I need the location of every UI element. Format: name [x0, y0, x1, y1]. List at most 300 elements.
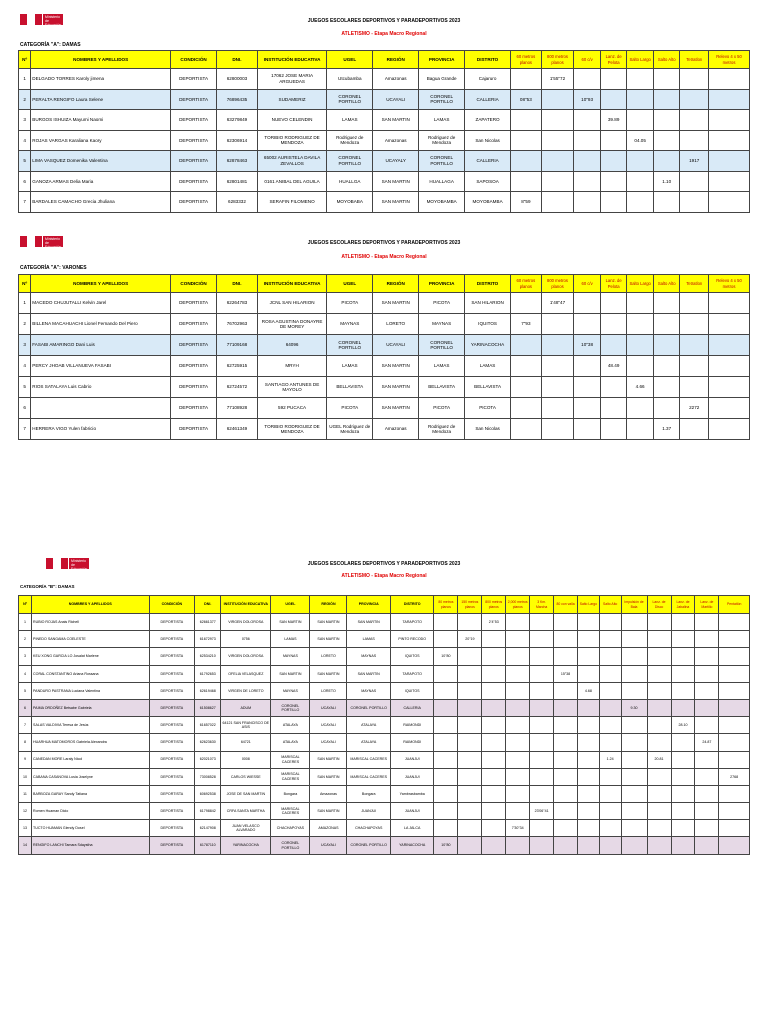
table-cell: [578, 837, 600, 854]
table-cell: [709, 89, 750, 110]
table-row: [19, 734, 750, 751]
column-header: 60 metros planos: [511, 51, 542, 69]
table-cell: 62623630: [195, 734, 221, 751]
table-cell: [647, 717, 671, 734]
table-cell: 73008528: [195, 768, 221, 785]
table-cell: BURGOS ISHUIZA Mayumi Naomi: [31, 110, 171, 131]
column-header: DNI.: [217, 51, 258, 69]
table-cell: RENGIFO LANCHI Tamara Sdaystha: [32, 837, 149, 854]
section1: [18, 0, 750, 230]
table-cell: Amazonas: [373, 69, 419, 90]
table-cell: 1.24: [599, 751, 621, 768]
table-cell: CORONEL PORTILLO: [419, 335, 465, 356]
table-cell: NUEVO CELENDIN: [257, 110, 326, 131]
table-cell: CALLERIA: [465, 89, 511, 110]
table-cell: 3: [19, 648, 32, 665]
table-cell: 14: [19, 837, 32, 854]
table-row: [19, 89, 750, 110]
table-cell: ATALAYA: [271, 734, 310, 751]
column-header: 3 Km. Marcha: [530, 596, 554, 614]
table-cell: DEPORTISTA: [171, 192, 217, 213]
table-cell: [554, 785, 578, 802]
table-cell: [600, 130, 627, 151]
table-cell: LIMA VASQUEZ Domenika Valentina: [31, 151, 171, 172]
table-cell: [434, 614, 458, 631]
table-cell: YARINACOCHA: [390, 837, 434, 854]
table-cell: CORONEL PORTILLO: [271, 699, 310, 716]
table-cell: [530, 614, 554, 631]
table-cell: [600, 419, 627, 440]
table-cell: 1: [19, 614, 32, 631]
section1-title: JUEGOS ESCOLARES DEPORTIVOS Y PARADEPORTIVOS 2023: [307, 18, 461, 24]
table-cell: [511, 171, 542, 192]
table-cell: LA JALCA: [390, 820, 434, 837]
table-cell: [653, 356, 680, 377]
table-cell: [482, 751, 506, 768]
table-cell: [530, 648, 554, 665]
table-cell: [482, 785, 506, 802]
table-cell: [530, 631, 554, 648]
table-cell: SAN MARTIN: [310, 803, 347, 820]
table-cell: [434, 665, 458, 682]
table-cell: [530, 734, 554, 751]
table-cell: 62534210: [195, 648, 221, 665]
table-cell: [627, 293, 654, 314]
table-cell: 61792653: [195, 665, 221, 682]
table-cell: LAMAS: [419, 356, 465, 377]
table-cell: [482, 734, 506, 751]
table-cell: [647, 614, 671, 631]
table-cell: [511, 398, 542, 419]
table-cell: [578, 648, 600, 665]
column-header: 60 metros planos: [511, 275, 542, 293]
table-cell: LAMAS: [419, 110, 465, 131]
column-header: DISTRITO: [465, 275, 511, 293]
table-cell: DEPORTISTA: [171, 419, 217, 440]
table-cell: PICOTA: [419, 293, 465, 314]
table-cell: [719, 699, 750, 716]
table-cell: 0756: [221, 631, 271, 648]
column-header: Salto Largo: [578, 596, 600, 614]
column-header: Salto Largo: [627, 51, 654, 69]
column-header: NOMBRES Y APELLIDOS: [31, 275, 171, 293]
table-cell: SAN MARTIN: [310, 751, 347, 768]
table-cell: [695, 820, 719, 837]
table-cell: [600, 151, 627, 172]
table-cell: 1'55"72: [541, 69, 574, 90]
table-cell: 62147908: [195, 820, 221, 837]
table-cell: [600, 293, 627, 314]
table-cell: 28.10: [671, 717, 695, 734]
table-row: [19, 614, 750, 631]
table-cell: RAIMONDI: [390, 734, 434, 751]
table-cell: 4: [19, 130, 31, 151]
table-cell: [647, 803, 671, 820]
column-header: INSTITUCIÓN EDUCATIVA: [257, 275, 326, 293]
table-cell: [554, 837, 578, 854]
table-cell: [506, 751, 530, 768]
table-cell: [31, 398, 171, 419]
table-cell: IQUITOS: [465, 314, 511, 335]
table-cell: 17062 JOSE MARIA ARGUEDAS: [257, 69, 326, 90]
column-header: Lanz. de Pelota: [600, 275, 627, 293]
table-cell: CORAL CONSTANTINO Ariana Rossana: [32, 665, 149, 682]
table-cell: SALAS VALDIVIA Teresa de Jesús: [32, 717, 149, 734]
table-cell: [671, 699, 695, 716]
table-cell: 8: [19, 734, 32, 751]
table-cell: [647, 631, 671, 648]
table-cell: [541, 335, 574, 356]
table-cell: 2272: [680, 398, 709, 419]
table-cell: [671, 665, 695, 682]
table-cell: 62264783: [217, 293, 258, 314]
table-cell: MOYOBABA: [327, 192, 373, 213]
table-cell: 76702963: [217, 314, 258, 335]
table-row: [19, 419, 750, 440]
table-row: [19, 648, 750, 665]
table-cell: [511, 69, 542, 90]
table-cell: PERALTA RENGIFO Laura Selene: [31, 89, 171, 110]
table-cell: [680, 335, 709, 356]
column-header: Lanz. de Disco: [647, 596, 671, 614]
table-cell: 1.37: [653, 419, 680, 440]
table-cell: [506, 734, 530, 751]
table-cell: [511, 335, 542, 356]
table-cell: ADUM: [221, 699, 271, 716]
table-cell: [574, 314, 601, 335]
table-cell: [506, 665, 530, 682]
table-cell: [647, 837, 671, 854]
table-cell: [578, 751, 600, 768]
table-cell: PAIMA ORDOÑEZ Betsabe Gabriela: [32, 699, 149, 716]
table-cell: [541, 171, 574, 192]
table-cell: CORONEL PORTILLO: [327, 335, 373, 356]
table-cell: [621, 803, 647, 820]
table-cell: Amazonas: [310, 785, 347, 802]
table-cell: 62306914: [217, 130, 258, 151]
table-cell: [709, 130, 750, 151]
table-cell: [709, 151, 750, 172]
table-cell: SAN MARTIN: [310, 614, 347, 631]
table-cell: [653, 192, 680, 213]
table-cell: [719, 648, 750, 665]
column-header: Relevo 4 x 50 metros: [709, 275, 750, 293]
table-cell: PERCY JHOAB VILLANUEVA FASABI: [31, 356, 171, 377]
table-cell: SAN MARTIN: [373, 377, 419, 398]
column-header: DISTRITO: [390, 596, 434, 614]
table-cell: ATALAYA: [347, 717, 391, 734]
column-header: DNI.: [217, 275, 258, 293]
table-cell: [554, 699, 578, 716]
table-cell: [482, 837, 506, 854]
table-cell: [680, 419, 709, 440]
table-cell: 6283332: [217, 192, 258, 213]
table-cell: [695, 785, 719, 802]
table-row: [19, 631, 750, 648]
table-cell: [671, 631, 695, 648]
column-header: DISTRITO: [465, 51, 511, 69]
table-cell: [511, 110, 542, 131]
column-header: Salto Largo: [627, 275, 654, 293]
table-cell: [530, 837, 554, 854]
table-cell: [578, 717, 600, 734]
table-cell: [458, 717, 482, 734]
table-cell: MOYOBAMBA: [419, 192, 465, 213]
table-cell: [621, 648, 647, 665]
table-cell: ZAPATERO: [465, 110, 511, 131]
table-cell: 2'4"53: [482, 614, 506, 631]
table-cell: [458, 665, 482, 682]
column-header: INSTITUCIÓN EDUCATIVA: [221, 596, 271, 614]
table-cell: 64721: [221, 734, 271, 751]
table-cell: 3: [19, 110, 31, 131]
table-cell: [578, 699, 600, 716]
table-cell: [530, 820, 554, 837]
table-cell: [719, 734, 750, 751]
table-cell: 61508627: [195, 699, 221, 716]
column-header: CONDICIÓN: [149, 596, 195, 614]
table-cell: UCAYALI: [373, 89, 419, 110]
table-row: [19, 398, 750, 419]
column-header: INSTITUCIÓN EDUCATIVA: [257, 51, 326, 69]
table-row: [19, 751, 750, 768]
table-cell: [578, 820, 600, 837]
table-cell: ROSA AGUSTINA DONAYRE DE MOREY: [257, 314, 326, 335]
table-cell: PICOTA: [465, 398, 511, 419]
table-cell: CANEDAN MORE Laraly Nicol: [32, 751, 149, 768]
table-cell: MARISCAL CACERES: [271, 768, 310, 785]
table-cell: CORONEL PORTILLO: [327, 151, 373, 172]
table-row: [19, 110, 750, 131]
table-cell: [695, 682, 719, 699]
table-cell: [599, 699, 621, 716]
column-header: CONDICIÓN: [171, 51, 217, 69]
table-cell: [434, 803, 458, 820]
table-cell: JUANJUI: [390, 768, 434, 785]
table-cell: CHACHAPOYAS: [271, 820, 310, 837]
table-cell: [482, 699, 506, 716]
table-cell: [482, 803, 506, 820]
table-cell: UCAYALI: [310, 837, 347, 854]
table-cell: [647, 734, 671, 751]
table-cell: [530, 665, 554, 682]
table-cell: DEPORTISTA: [171, 314, 217, 335]
table-cell: [621, 837, 647, 854]
table-cell: [574, 398, 601, 419]
table-cell: [653, 335, 680, 356]
column-header: 800 metros planos: [482, 596, 506, 614]
table-cell: 62801481: [217, 171, 258, 192]
table-cell: HUARHUA MATOMOROS Gabriela Alexandra: [32, 734, 149, 751]
column-header: PROVINCIA: [347, 596, 391, 614]
table-cell: [599, 648, 621, 665]
section1-category: CATEGORÍA "A": DAMAS: [20, 42, 81, 48]
table-cell: [541, 89, 574, 110]
table-cell: [695, 717, 719, 734]
table-cell: [530, 785, 554, 802]
table-cell: [434, 699, 458, 716]
table-cell: 15"38: [554, 665, 578, 682]
table-cell: JUANJUI: [347, 803, 391, 820]
section1-subtitle: ATLETISMO - Etapa Macro Regional: [341, 31, 427, 37]
table-cell: BILLENA MACAHUACHI Lionel Fernando Del Piero: [31, 314, 171, 335]
table-cell: DEPORTISTA: [149, 768, 195, 785]
table-cell: [621, 751, 647, 768]
table-cell: [600, 192, 627, 213]
column-header: Nº: [19, 51, 31, 69]
table-cell: TORIBIO RODRIGUEZ DE MENDOZA: [257, 419, 326, 440]
table-cell: DEPORTISTA: [171, 171, 217, 192]
table-row: [19, 356, 750, 377]
table-cell: [578, 665, 600, 682]
table-cell: DEPORTISTA: [149, 717, 195, 734]
table-cell: LAMAS: [271, 631, 310, 648]
column-header: Salto Alto: [599, 596, 621, 614]
table-cell: [600, 69, 627, 90]
table-cell: [719, 803, 750, 820]
table-cell: [653, 151, 680, 172]
column-header: Impulsión de Bala: [621, 596, 647, 614]
table-cell: [541, 192, 574, 213]
table-cell: 5: [19, 682, 32, 699]
table-cell: SANTIAGO ANTUNES DE MAYOLO: [257, 377, 326, 398]
table-cell: SAN MARTIN: [373, 110, 419, 131]
table-row: [19, 192, 750, 213]
table-cell: AMAZONAS: [310, 820, 347, 837]
table-cell: Amazonas: [373, 130, 419, 151]
table-cell: CORONEL PORTILLO: [419, 89, 465, 110]
table-cell: 7'30"34: [506, 820, 530, 837]
table-cell: [574, 293, 601, 314]
table-cell: 61787110: [195, 837, 221, 854]
table-cell: [599, 682, 621, 699]
table-cell: 9.30: [621, 699, 647, 716]
table-cell: MAYNAS: [347, 682, 391, 699]
table-cell: [541, 151, 574, 172]
column-header: Nº: [19, 596, 32, 614]
table-cell: YARINACOCHA: [465, 335, 511, 356]
table-cell: SAN MARTIN: [347, 614, 391, 631]
table-cell: [599, 665, 621, 682]
table-cell: DEPORTISTA: [149, 631, 195, 648]
table-cell: 10"80: [434, 648, 458, 665]
table-cell: CHACHAPOYAS: [347, 820, 391, 837]
table-cell: [541, 419, 574, 440]
table-cell: 62021073: [195, 751, 221, 768]
table-cell: Bongara: [271, 785, 310, 802]
table-cell: MAYNAS: [271, 648, 310, 665]
table-cell: [554, 751, 578, 768]
table-cell: SAN MARTIN: [271, 665, 310, 682]
table-cell: MACEDO CHUJUTALLI Kelvin Jarel: [31, 293, 171, 314]
table-cell: [530, 699, 554, 716]
table-cell: MARISCAL CACERES: [271, 751, 310, 768]
column-header: Relevo 4 x 50 metros: [709, 51, 750, 69]
section1-table: [18, 50, 750, 213]
table-cell: DEPORTISTA: [171, 130, 217, 151]
table-cell: [621, 785, 647, 802]
table-cell: DEPORTISTA: [171, 398, 217, 419]
table-cell: [511, 356, 542, 377]
table-cell: YARINACOCHA: [221, 837, 271, 854]
table-cell: DEPORTISTA: [171, 151, 217, 172]
table-cell: [695, 837, 719, 854]
table-cell: [434, 768, 458, 785]
table-cell: [554, 803, 578, 820]
table-cell: [541, 110, 574, 131]
table-cell: [458, 785, 482, 802]
table-cell: DEPORTISTA: [149, 803, 195, 820]
table-cell: CALLERIA: [465, 151, 511, 172]
table-cell: TUCTO HUAMAN Glendy Dosel: [32, 820, 149, 837]
table-cell: [530, 682, 554, 699]
table-cell: [680, 356, 709, 377]
column-header: 800 metros planos: [541, 51, 574, 69]
table-cell: [434, 717, 458, 734]
table-cell: 2: [19, 314, 31, 335]
table-cell: 20.81: [647, 751, 671, 768]
table-cell: 65002 AURISTELA DAVILA ZEVALLOS: [257, 151, 326, 172]
table-cell: [647, 648, 671, 665]
table-cell: FASABI AMARINGO Dani Luis: [31, 335, 171, 356]
table-cell: [458, 614, 482, 631]
table-cell: MAYNAS: [271, 682, 310, 699]
table-cell: LAMAS: [327, 110, 373, 131]
table-cell: DEPORTISTA: [149, 751, 195, 768]
table-cell: SAN MARTIN: [373, 192, 419, 213]
table-cell: [621, 820, 647, 837]
table-cell: TORIBIO RODRIGUEZ DE MENDOZA: [257, 130, 326, 151]
table-cell: 61657022: [195, 717, 221, 734]
table-cell: [458, 734, 482, 751]
table-cell: [600, 171, 627, 192]
column-header: 60 c/v: [574, 51, 601, 69]
table-cell: 1917: [680, 151, 709, 172]
section2-title: JUEGOS ESCOLARES DEPORTIVOS Y PARADEPORTIVOS 2023: [307, 240, 461, 246]
table-cell: [599, 768, 621, 785]
table-cell: 24.87: [695, 734, 719, 751]
table-cell: [653, 130, 680, 151]
table-cell: 5: [19, 151, 31, 172]
table-cell: [458, 820, 482, 837]
table-cell: Rodriguez de Mendoza: [327, 130, 373, 151]
table-cell: [680, 110, 709, 131]
table-cell: [680, 293, 709, 314]
table-cell: [458, 682, 482, 699]
table-cell: CRFA SANTA MARTHA: [221, 803, 271, 820]
table-cell: 6: [19, 398, 31, 419]
table-cell: [599, 785, 621, 802]
table-cell: [671, 785, 695, 802]
column-header: CONDICIÓN: [171, 275, 217, 293]
table-cell: [554, 648, 578, 665]
table-cell: [458, 751, 482, 768]
table-cell: UCAYALI: [310, 699, 347, 716]
column-header: PROVINCIA: [419, 275, 465, 293]
table-cell: [695, 699, 719, 716]
table-cell: DEPORTISTA: [149, 837, 195, 854]
column-header: 60 c/v: [574, 275, 601, 293]
table-cell: [719, 682, 750, 699]
table-cell: [574, 151, 601, 172]
table-cell: LAMAS: [465, 356, 511, 377]
table-cell: [695, 614, 719, 631]
table-cell: 10"38: [574, 335, 601, 356]
table-cell: [482, 665, 506, 682]
table-row: [19, 171, 750, 192]
table-cell: JCNL SAN HILARION: [257, 293, 326, 314]
table-cell: [599, 734, 621, 751]
